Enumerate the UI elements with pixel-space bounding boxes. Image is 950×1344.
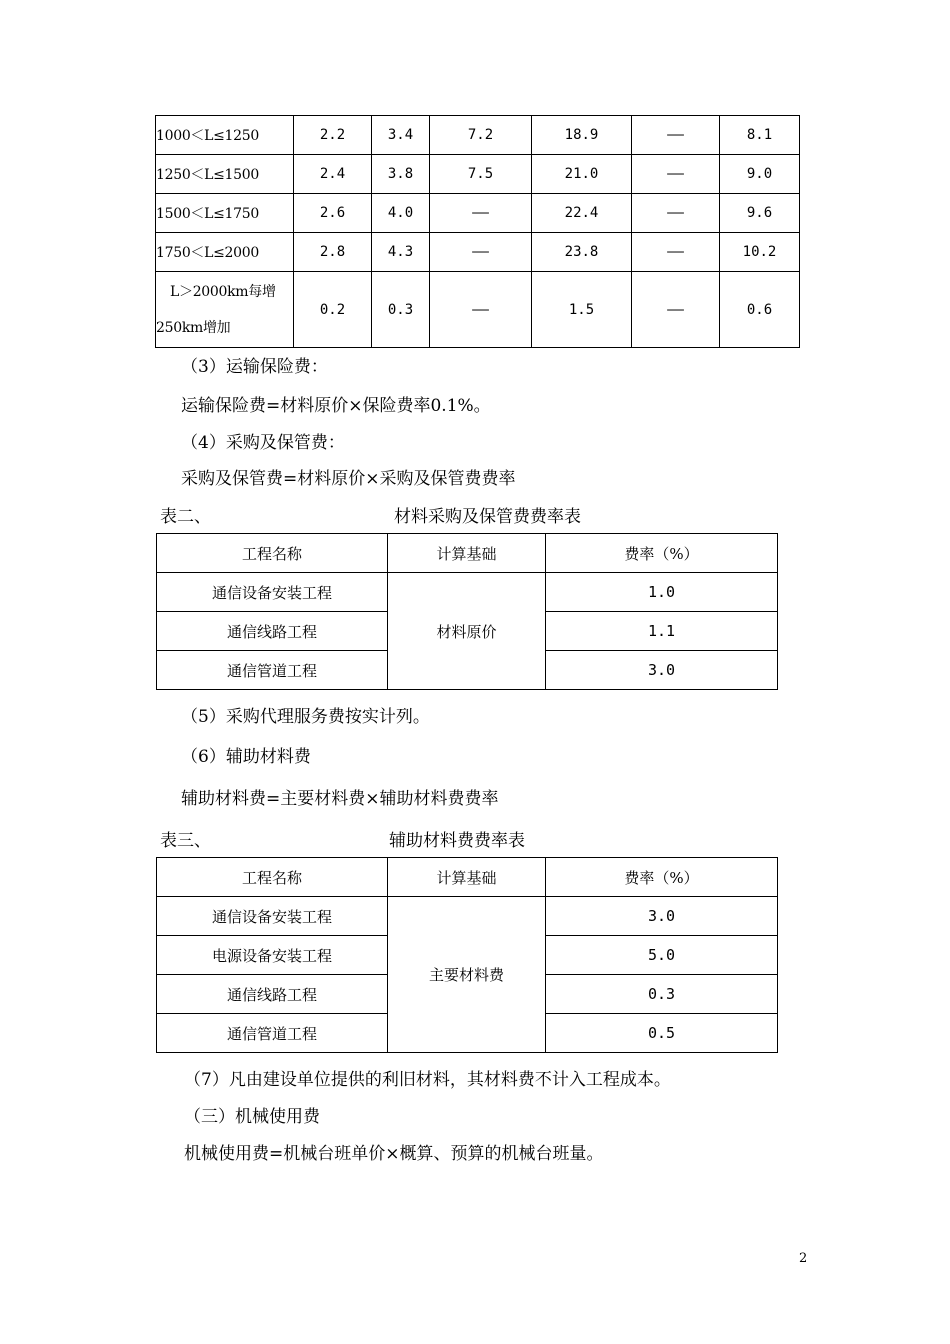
basis-cell: 材料原价 — [388, 573, 546, 690]
p4-heading: （4）采购及保管费： — [181, 433, 345, 453]
page-number: 2 — [799, 1251, 808, 1266]
table-cell: 8.1 — [720, 116, 800, 155]
p4-formula: 采购及保管费=材料原价×采购及保管费费率 — [181, 469, 516, 489]
table-cell: 2.4 — [294, 155, 372, 194]
table3-caption-title: 辅助材料费费率表 — [389, 831, 525, 851]
rate-cell: 0.5 — [546, 1014, 778, 1053]
basis-cell: 主要材料费 — [388, 897, 546, 1053]
p3-heading: （3）运输保险费： — [181, 357, 328, 377]
project-name-cell: 通信设备安装工程 — [157, 897, 388, 936]
table-cell: 7.2 — [430, 116, 532, 155]
distance-label — [156, 272, 294, 348]
table-row — [157, 573, 778, 612]
table-cell: 0.6 — [720, 272, 800, 348]
transport-rate-table — [155, 115, 800, 348]
distance-label: 1000＜L≤1250 — [156, 116, 294, 155]
table-header-row — [157, 534, 778, 573]
table-cell: —— — [632, 272, 720, 348]
header-cell: 计算基础 — [388, 534, 546, 573]
table-cell: —— — [430, 194, 532, 233]
project-name-cell: 通信线路工程 — [157, 612, 388, 651]
p5: （5）采购代理服务费按实计列。 — [181, 707, 430, 727]
table-cell: —— — [632, 233, 720, 272]
distance-label: 1250＜L≤1500 — [156, 155, 294, 194]
table-cell: 3.4 — [372, 116, 430, 155]
table-cell: 21.0 — [532, 155, 632, 194]
table-row — [156, 272, 800, 348]
table-cell: 23.8 — [532, 233, 632, 272]
table-cell: 22.4 — [532, 194, 632, 233]
rate-cell: 3.0 — [546, 651, 778, 690]
p6-heading: （6）辅助材料费 — [181, 747, 311, 767]
table-cell: 9.6 — [720, 194, 800, 233]
header-cell: 费率（%） — [546, 858, 778, 897]
table3-caption-no: 表三、 — [160, 831, 211, 851]
table-cell: 2.6 — [294, 194, 372, 233]
project-name-cell: 电源设备安装工程 — [157, 936, 388, 975]
table-cell: —— — [632, 116, 720, 155]
header-cell: 工程名称 — [157, 534, 388, 573]
table-cell: 4.3 — [372, 233, 430, 272]
auxiliary-material-rate-table — [156, 857, 778, 1053]
table-row — [156, 155, 800, 194]
table-cell: 0.3 — [372, 272, 430, 348]
table-cell: 9.0 — [720, 155, 800, 194]
table-row — [156, 194, 800, 233]
header-cell: 工程名称 — [157, 858, 388, 897]
rate-cell: 1.0 — [546, 573, 778, 612]
procurement-rate-table — [156, 533, 778, 690]
table-cell: 4.0 — [372, 194, 430, 233]
table-row — [156, 233, 800, 272]
project-name-cell: 通信管道工程 — [157, 1014, 388, 1053]
table2-caption-title: 材料采购及保管费费率表 — [394, 507, 581, 527]
rate-cell: 0.3 — [546, 975, 778, 1014]
rate-cell: 5.0 — [546, 936, 778, 975]
p6-formula: 辅助材料费=主要材料费×辅助材料费费率 — [181, 789, 499, 809]
rate-cell: 1.1 — [546, 612, 778, 651]
table-row — [156, 116, 800, 155]
table-cell: —— — [632, 155, 720, 194]
distance-label: 1750＜L≤2000 — [156, 233, 294, 272]
p8-formula: 机械使用费=机械台班单价×概算、预算的机械台班量。 — [184, 1144, 604, 1164]
distance-label-line1: L＞2000km每增 — [170, 283, 276, 300]
table-cell: —— — [632, 194, 720, 233]
table-cell: 10.2 — [720, 233, 800, 272]
rate-cell: 3.0 — [546, 897, 778, 936]
p3-formula: 运输保险费=材料原价×保险费率0.1%。 — [181, 396, 491, 416]
p8-heading: （三）机械使用费 — [184, 1107, 320, 1127]
project-name-cell: 通信设备安装工程 — [157, 573, 388, 612]
table-cell: 1.5 — [532, 272, 632, 348]
table-cell: 3.8 — [372, 155, 430, 194]
table-cell: —— — [430, 272, 532, 348]
table-cell: 18.9 — [532, 116, 632, 155]
project-name-cell: 通信线路工程 — [157, 975, 388, 1014]
table-cell: —— — [430, 233, 532, 272]
table2-caption-no: 表二、 — [160, 507, 211, 527]
table-cell: 2.2 — [294, 116, 372, 155]
table-cell: 2.8 — [294, 233, 372, 272]
project-name-cell: 通信管道工程 — [157, 651, 388, 690]
distance-label-line2: 250km增加 — [156, 319, 231, 336]
table-cell: 0.2 — [294, 272, 372, 348]
header-cell: 费率（%） — [546, 534, 778, 573]
p7: （7）凡由建设单位提供的利旧材料，其材料费不计入工程成本。 — [184, 1070, 671, 1090]
table-row — [157, 897, 778, 936]
header-cell: 计算基础 — [388, 858, 546, 897]
table-cell: 7.5 — [430, 155, 532, 194]
distance-label: 1500＜L≤1750 — [156, 194, 294, 233]
table-header-row — [157, 858, 778, 897]
